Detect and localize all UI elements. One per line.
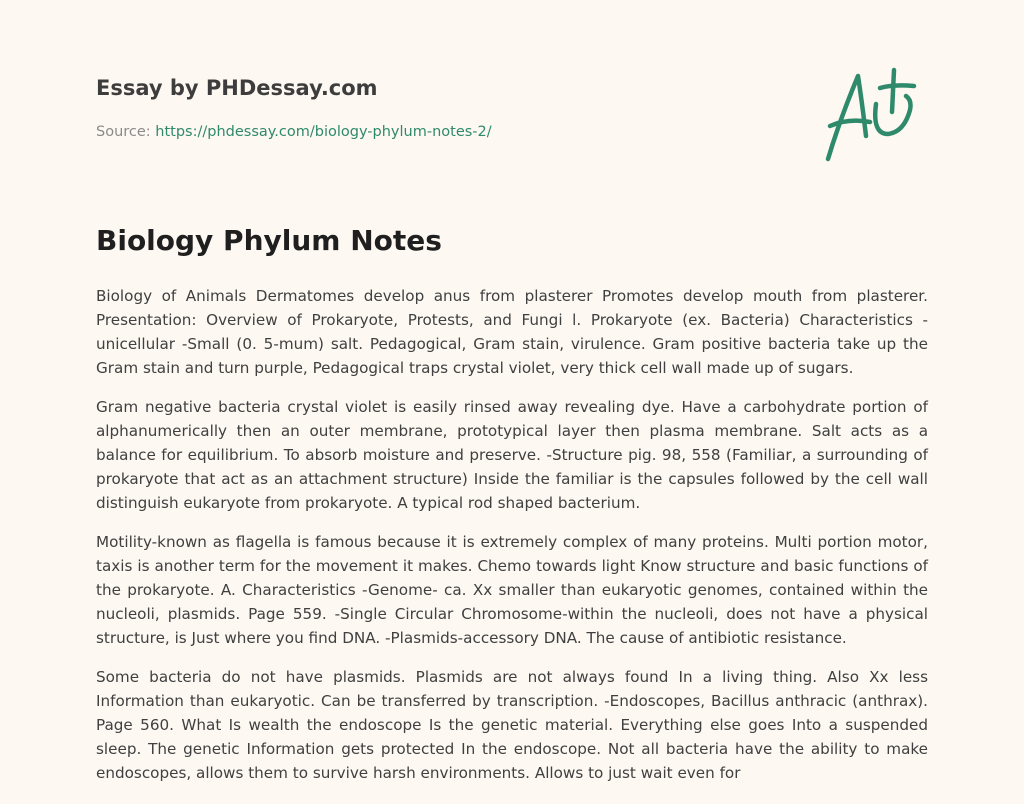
source-label: Source: (96, 124, 156, 140)
site-brand: Essay by PHDessay.com (96, 76, 378, 100)
page-title: Biology Phylum Notes (96, 224, 442, 257)
paragraph: Biology of Animals Dermatomes develop anus from plasterer Promotes develop mouth from plasterer. Presentation: Overview of Prokaryote, Protests, and Fungi l. Prokaryote (ex. Bacteria) Characteristics -unicellular -Small (0. 5-mum) salt. Pedagogical, Gram stain, virulence. Gram positive bacteria take up the Gram stain and turn purple, Pedagogical traps crystal violet, very thick cell wall made up of sugars. (96, 287, 928, 377)
source-line (96, 124, 492, 140)
paragraph: Motility-known as flagella is famous because it is extremely complex of many proteins. Multi portion motor, taxis is another term for the movement it makes. Chemo towards light Know structure and basic functions of the prokaryote. A. Characteristics -Genome- ca. Xx smaller than eukaryotic genomes, contained within the nucleoli, plasmids. Page 559. -Single Circular Chromosome-within the nucleoli, does not have a physical structure, is Just where you find DNA. -Plasmids-accessory DNA. The cause of antibiotic resistance. (96, 533, 928, 647)
a-plus-logo (818, 64, 928, 164)
paragraph: Gram negative bacteria crystal violet is easily rinsed away revealing dye. Have a carbohydrate portion of alphanumerically then an outer membrane, prototypical layer then plasma membrane. Salt acts as a balance for equilibrium. To absorb moisture and preserve. -Structure pig. 98, 558 (Familiar, a surrounding of prokaryote that act as an attachment structure) Inside the familiar is the capsules followed by the cell wall distinguish eukaryote from prokaryote. A typical rod shaped bacterium. (96, 398, 928, 512)
source-link[interactable]: https://phdessay.com/biology-phylum-notes-2/ (155, 124, 492, 140)
paragraph: Some bacteria do not have plasmids. Plasmids are not always found In a living thing. Also Xx less Information than eukaryotic. Can be transferred by transcription. -Endoscopes, Bacillus anthracic (anthrax). Page 560. What Is wealth the endoscope Is the genetic material. Everything else goes Into a suspended sleep. The genetic Information gets protected In the endoscope. Not all bacteria have the ability to make endoscopes, allows them to survive harsh environments. Allows to just wait even for (96, 668, 928, 782)
article-body (96, 284, 928, 800)
